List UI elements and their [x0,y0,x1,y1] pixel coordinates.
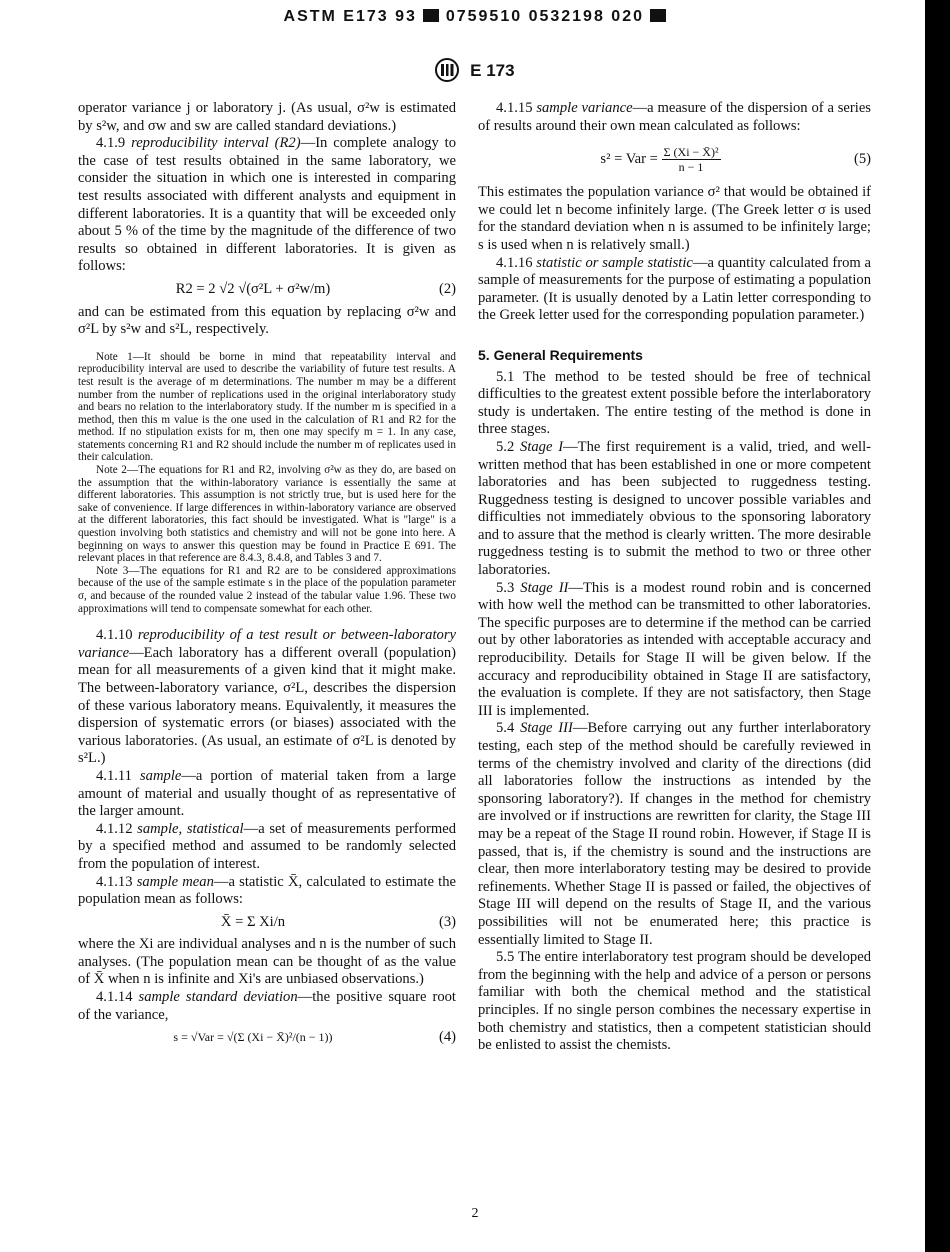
right-column [478,100,871,1055]
section-heading: 5. General Requirements [478,346,643,363]
header-barcode: 0759510 0532198 020 [445,8,644,25]
designation-line [0,58,950,82]
paragraph: 4.1.16 statistic or sample statistic—a quantity calculated from a sample of measurements for the purpose of estimating a population parameter. (It is usually denoted by a Latin letter corresponding to the Greek letter used for the corresponding population parameter.) [478,254,872,324]
paragraph: This estimates the population variance σ² that would be obtained if we could let n become infinitely large. (The Greek letter σ is used for the standard deviation when n is assumed to be infinitely large; s is used when n is relatively small.) [478,184,871,253]
paragraph: 5.5 The entire interlaboratory test program should be developed from the beginning with the help and advice of a person or persons familiar with both the chemical method and the statistical principles. If no single person combines the necessary expertise in both chemistry and statistics, then a competent statistician should be enlisted to assist the chemists. [478,949,871,1054]
paragraph: 4.1.9 reproducibility interval (R2)—In complete analogy to the case of test results obtained in the same laboratory, we consider the situation in which one is interested in comparing test results associated with different analysts and equipment in different laboratories. It is a quantity that will be exceeded only about 5 % of the time by the magnitude of the difference of two results so obtained in different laboratories. It is given as follows: [78,135,456,275]
page-header [0,8,950,26]
page-number: 2 [471,1206,479,1221]
note-1: Note 1—It should be borne in mind that repeatability interval and reproducibility interval are used to describe the variability of future test results. A test result is the average of m determinations. The number m may be a different number from the number of replications used in the original interlaboratory study and bears no relation to the interlaboratory study. If the number m is specified in a method, then this m value is the one used in the calculation of R1 and R2 for the method. If no stipulation exists for m, then one may specify m = 1. In any case, statements concerning R1 and R2 should include the number m of replicates used in their calculation. [78,350,456,464]
paragraph: 5.4 Stage III—Before carrying out any further interlaboratory testing, each step of the method should be carefully reviewed in terms of the chemistry involved and clarity of the directions (did all laboratories follow the instructions as intended by the sponsoring laboratory?). If changes in the method for chemistry are involved or if instructions are rewritten for clarity, the Stage III may be a repeat of the Stage II round robin. However, if Stage II is passed, that is, if the chemistry is sound and the instructions are clear, then more interlaboratory testing may be desired to provide refinements. Whether Stage II is passed or failed, the objectives of Stage III will depend on the results of Stage II, and the various possibilities will not be enumerated here; this practice is essentially limited to Stage II. [478,720,871,948]
paragraph: where the Xi are individual analyses and n is the number of such analyses. (The population mean can be thought of as the value of X̄ when n is infinite and Xi's are unbiased observations.) [78,936,456,988]
scan-edge [925,0,950,1252]
note-3: Note 3—The equations for R1 and R2 are to be considered approximations because of the use of the sample estimate s in the place of the population parameter σ, and because of the rounded value 2 instead of the tabular value 1.96. These two approximations will tend to compensate somewhat for each other. [78,564,456,615]
paragraph: 5.3 Stage II—This is a modest round robin and is concerned with how well the method can be transmitted to other laboratories. The specific purposes are to determine if the method can be carried out by other laboratories as intended with acceptable accuracy and reproducibility. Details for Stage II will be given below. If the accuracy and reproducibility obtained in Stage II are satisfactory, the evaluation is complete. If they are not satisfactory, then Stage III is implemented. [478,579,871,719]
equation-5: s² = Var = $\frac{\text{Σ (Xi − X̄)²}}{n - 1}$ (5) [600,145,871,175]
equation-2: R2 = 2 √2 √(σ²L + σ²w/m) (2) [175,280,456,297]
paragraph: 4.1.12 sample, statistical—a set of measurements performed by a specified method and assumed to be randomly selected from the population of interest. [78,820,457,872]
paragraph: and can be estimated from this equation by replacing σ²w and σ²L by s²w and s²L, respectively. [78,303,456,338]
note-2: Note 2—The equations for R1 and R2, involving σ²w as they do, are based on the assumption that the within-laboratory variance is essentially the same at different laboratories. This assumption is not strictly true, but is used here for the sake of convenience. If large differences in within-laboratory variance are observed at the different laboratories, this fact should be investigated. What is "large" is a question involving both statistics and chemistry and will not be gone into here. A beginning on ways to answer this question may be found in Practice E 691. The relevant places in that reference are 8.4.3, 8.4.8, and Tables 3 and 7. [78,464,456,565]
astm-logo-icon [435,58,459,82]
paragraph: 5.1 The method to be tested should be free of technical difficulties to the greatest extent possible before the interlaboratory study is undertaken. The entire testing of the method is done in three stages. [478,368,871,438]
paragraph: 4.1.13 sample mean—a statistic X̄, calculated to estimate the population mean as follows: [78,873,456,908]
header-block-icon [650,9,666,22]
equation-4: s = √Var = √(Σ (Xi − X̄)²/(n − 1)) (4) [173,1029,456,1046]
paragraph: 4.1.14 sample standard deviation—the positive square root of the variance, [78,989,456,1023]
paragraph: 4.1.11 sample—a portion of material taken from a large amount of material and usually thought of as representative of the larger amount. [78,767,456,820]
header-block-icon [423,9,439,22]
designation: E 173 [470,61,515,80]
header-code: ASTM E173 93 [283,8,417,25]
paragraph: 4.1.15 sample variance—a measure of the dispersion of a series of results around their own mean calculated as follows: [478,100,871,134]
paragraph: 5.2 Stage I—The first requirement is a valid, tried, and well-written method that has been established in one or more competent laboratories and has been subjected to ruggedness testing. Ruggedness testing is designed to uncover possible variables and difficulties not immediately obvious to the sponsoring laboratory and to assure that the method is clearly written. The more desirable ruggedness testing is to submit the method to two or three other laboratories. [478,438,871,579]
paragraph: operator variance j or laboratory j. (As usual, σ²w is estimated by s²w, and σw and sw are called standard deviations.) [78,100,456,134]
left-column [78,100,456,1052]
equation-3: X̄ = Σ Xi/n (3) [220,913,456,930]
paragraph: 4.1.10 reproducibility of a test result or between-laboratory variance—Each laboratory has a different overall (population) mean for all measurements of a given kind that it might make. The between-laboratory variance, σ²L, describes the dispersion of these various laboratory means. Equivalently, it measures the dispersion of systematic errors (or biases) associated with the various laboratories. (As usual, an estimate of σ²L is denoted by s²L.) [78,627,456,767]
